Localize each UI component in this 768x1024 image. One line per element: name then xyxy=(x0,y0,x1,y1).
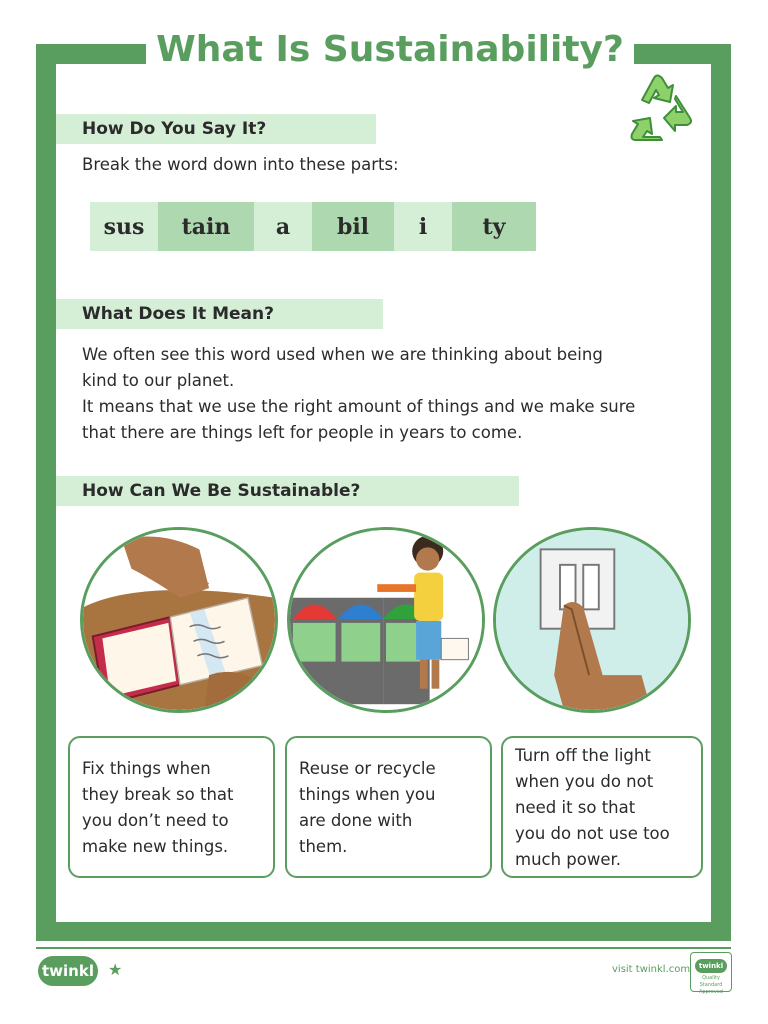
syllable: ty xyxy=(452,202,536,251)
tip-card-line: them. xyxy=(299,837,348,856)
section-heading-how-text: How Can We Be Sustainable? xyxy=(82,481,361,501)
tip-card-line: they break so that xyxy=(82,785,234,804)
mean-line: that there are things left for people in years to come. xyxy=(82,423,523,442)
tip-card-line: Reuse or recycle xyxy=(299,759,436,778)
tip-card-line: need it so that xyxy=(515,798,636,817)
tip-card-line: you do not use too xyxy=(515,824,670,843)
section-heading-how xyxy=(56,476,519,506)
tip-card-line: Fix things when xyxy=(82,759,211,778)
badge-caption: Quality Standard Approved xyxy=(699,975,723,995)
tip-card-line: much power. xyxy=(515,850,622,869)
star-icon: ★ xyxy=(108,960,123,979)
tip-card-light xyxy=(501,736,703,878)
mean-paragraph xyxy=(82,342,635,446)
mean-line: We often see this word used when we are thinking about being xyxy=(82,345,603,364)
tip-card-fix xyxy=(68,736,275,878)
tip-card-line: things when you xyxy=(299,785,436,804)
syllable-row xyxy=(90,202,536,251)
tip-card-line: make new things. xyxy=(82,837,229,856)
section-heading-mean-text: What Does It Mean? xyxy=(82,304,274,324)
footer-rule xyxy=(36,947,731,949)
syllable: tain xyxy=(158,202,254,251)
badge-logo: twinkl xyxy=(695,959,727,973)
syllable: a xyxy=(254,202,312,251)
visit-link[interactable]: visit twinkl.com xyxy=(612,964,691,975)
tip-card-line: Turn off the light xyxy=(515,746,651,765)
title-wrap xyxy=(146,24,634,76)
tip-card-line: when you do not xyxy=(515,772,654,791)
tip-card-line: are done with xyxy=(299,811,413,830)
twinkl-logo[interactable]: twinkl xyxy=(38,956,98,986)
light-switch-illustration xyxy=(493,527,691,713)
tip-card-line: you don’t need to xyxy=(82,811,229,830)
recycle-icon xyxy=(612,66,702,152)
page-title: What Is Sustainability? xyxy=(156,29,624,70)
section-heading-say-text: How Do You Say It? xyxy=(82,119,267,139)
section-heading-say xyxy=(56,114,376,144)
tip-card-reuse xyxy=(285,736,492,878)
recycle-bins-illustration xyxy=(287,527,485,713)
syllable: i xyxy=(394,202,452,251)
mean-line: It means that we use the right amount of things and we make sure xyxy=(82,397,636,416)
mean-line: kind to our planet. xyxy=(82,371,235,390)
section-heading-mean xyxy=(56,299,383,329)
syllable: sus xyxy=(90,202,158,251)
quality-badge xyxy=(690,952,732,995)
fix-book-illustration xyxy=(80,527,278,713)
syllable: bil xyxy=(312,202,394,251)
say-intro-text: Break the word down into these parts: xyxy=(82,155,399,174)
